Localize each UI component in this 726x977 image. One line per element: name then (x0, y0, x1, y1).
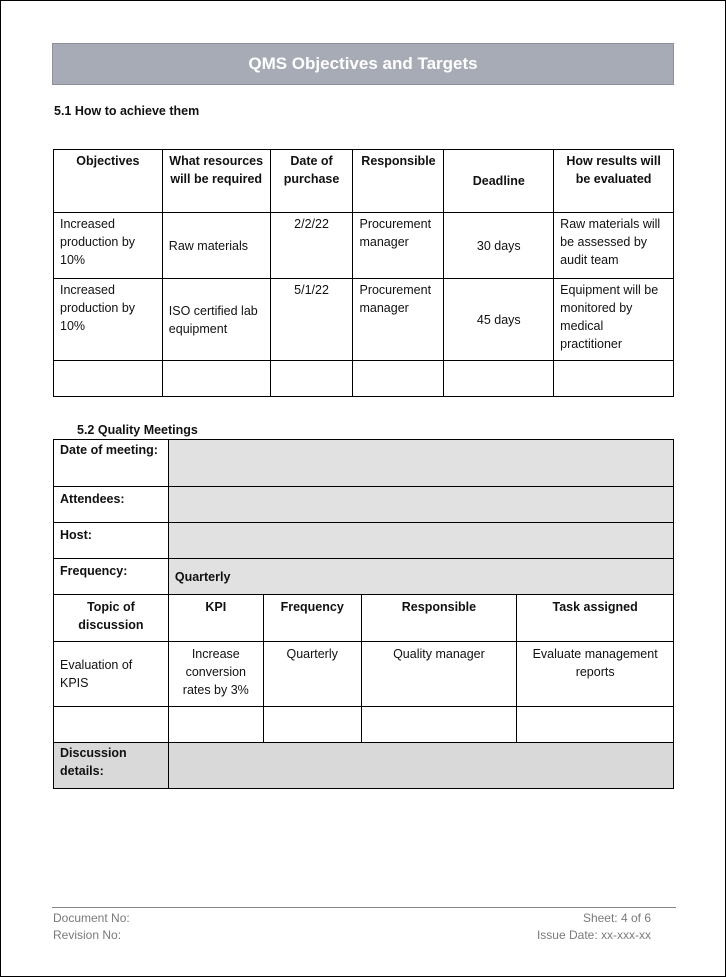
date-label: Date of meeting: (54, 440, 169, 487)
table-cell: Evaluation of KPIS (54, 642, 169, 707)
sheet-number: Sheet: 4 of 6 (582, 911, 651, 925)
table-cell: Procurement manager (353, 279, 444, 361)
frequency-value: Quarterly (168, 559, 673, 595)
meeting-header-row (54, 595, 674, 642)
header-cell: Responsible (361, 595, 517, 642)
frequency-label: Frequency: (54, 559, 169, 595)
host-row (54, 523, 674, 559)
table-cell: Procurement manager (353, 213, 444, 279)
discussion-row (54, 743, 674, 789)
table-cell (54, 361, 163, 397)
table-cell: 30 days (444, 213, 554, 279)
table-cell: Quarterly (263, 642, 361, 707)
page-title: QMS Objectives and Targets (52, 43, 674, 85)
table-cell: Increased production by 10% (54, 279, 163, 361)
table-header-row (54, 150, 674, 213)
table-row (54, 642, 674, 707)
table-cell: Raw materials will be assessed by audit team (554, 213, 674, 279)
table-cell: Increased production by 10% (54, 213, 163, 279)
table-cell: ISO certified lab equipment (162, 279, 270, 361)
header-cell: How results will be evaluated (554, 150, 674, 213)
table-cell (361, 707, 517, 743)
table-cell: Equipment will be monitored by medical practitioner (554, 279, 674, 361)
table-cell: 5/1/22 (270, 279, 353, 361)
table-row-empty (54, 707, 674, 743)
table-cell: Increase conversion rates by 3% (168, 642, 263, 707)
date-row (54, 440, 674, 487)
attendees-value-field (168, 487, 673, 523)
header-cell: Topic of discussion (54, 595, 169, 642)
table-cell (444, 361, 554, 397)
table-cell: 2/2/22 (270, 213, 353, 279)
header-cell: KPI (168, 595, 263, 642)
table-cell (353, 361, 444, 397)
table-cell (162, 361, 270, 397)
table-row (54, 213, 674, 279)
section-heading-meetings: 5.2 Quality Meetings (77, 423, 198, 437)
table-cell (54, 707, 169, 743)
attendees-label: Attendees: (54, 487, 169, 523)
header-cell: Frequency (263, 595, 361, 642)
footer-divider (52, 907, 676, 908)
table-cell (168, 707, 263, 743)
header-cell: Date of purchase (270, 150, 353, 213)
table-cell (263, 707, 361, 743)
table-cell: Evaluate management reports (517, 642, 674, 707)
discussion-label: Discussion details: (54, 743, 169, 789)
host-value-field (168, 523, 673, 559)
table-row (54, 279, 674, 361)
frequency-row (54, 559, 674, 595)
document-number: Document No: (53, 911, 130, 925)
table-row-empty (54, 361, 674, 397)
header-cell: Deadline (444, 150, 554, 213)
table-cell: Quality manager (361, 642, 517, 707)
header-cell: Responsible (353, 150, 444, 213)
attendees-row (54, 487, 674, 523)
discussion-value-field (168, 743, 673, 789)
revision-number: Revision No: (53, 928, 122, 942)
header-cell: What resources will be required (162, 150, 270, 213)
objectives-table (53, 149, 674, 397)
host-label: Host: (54, 523, 169, 559)
quality-meetings-table (53, 439, 674, 789)
issue-date: Issue Date: xx-xxx-xx (536, 928, 651, 942)
table-cell (554, 361, 674, 397)
table-cell: Raw materials (162, 213, 270, 279)
table-cell (517, 707, 674, 743)
section-heading-objectives: 5.1 How to achieve them (54, 104, 200, 118)
date-value-field (168, 440, 673, 487)
header-cell: Objectives (54, 150, 163, 213)
table-cell (270, 361, 353, 397)
header-cell: Task assigned (517, 595, 674, 642)
table-cell: 45 days (444, 279, 554, 361)
